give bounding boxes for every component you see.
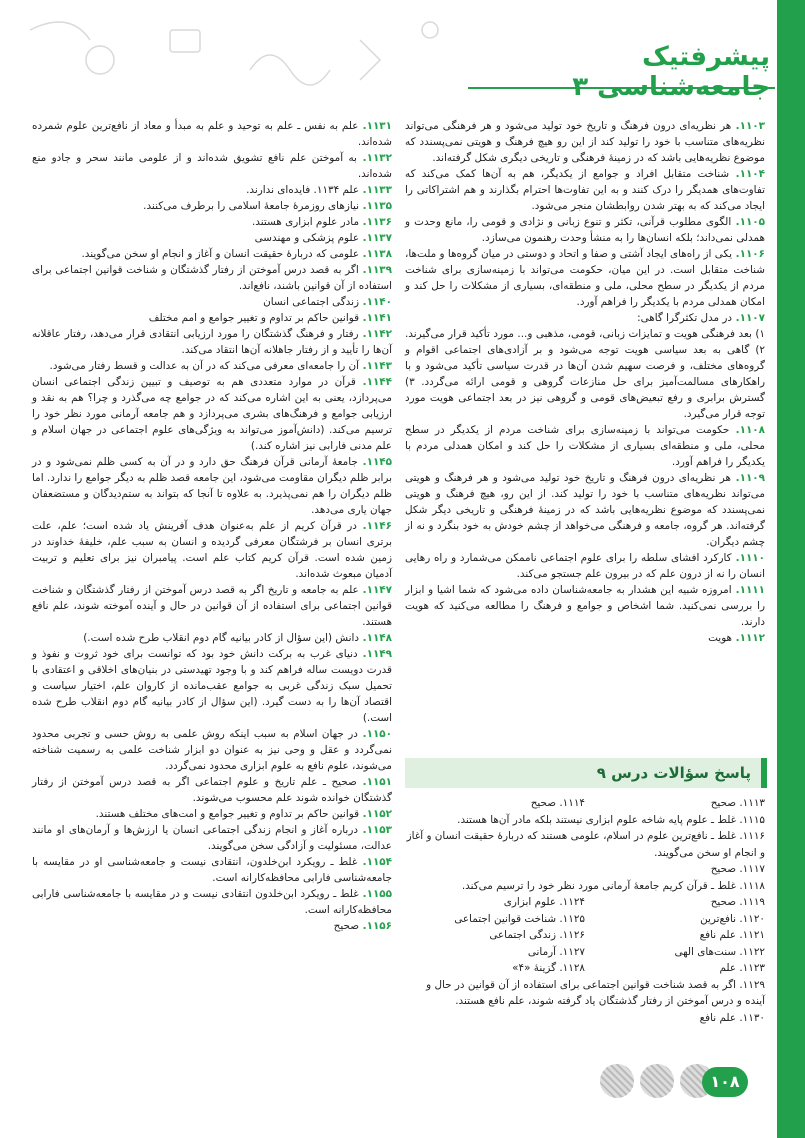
answer-text: قرآن در موارد متعددی هم به توصیف و تبیین زندگی اجتماعی انسان می‌پردازد، یعنی به این اشاره می‌کند که در جوامع چه می‌گذرد و چرا؟ هم به نقد و ارزیابی جوامع و فرهنگ‌های بشری می‌پردازد و هم جامعه آرمانی مورد نظر خود را ترسیم می‌کند. (دانش‌آموز می‌تواند به ویژگی‌های علوم اجتماعی در جهان اسلام و علم مدنی فارابی نیز اشاره کند.)	[32, 376, 392, 452]
answer-paragraph	[405, 214, 765, 246]
question-number: ۱۱۴۷.	[358, 584, 392, 596]
answer-paragraph	[32, 230, 392, 246]
question-number: ۱۱۱۲.	[732, 632, 765, 644]
question-number: ۱۱۴۳.	[359, 360, 392, 372]
answer-paragraph	[32, 358, 392, 374]
answer-text: در قرآن کریم از علم به‌عنوان هدف آفرینش یاد شده است؛ علم، علت برتری انسان بر فرشتگان معرفی گردیده و انسان به سبب علم، خلیفهٔ خداوند در زمین شده است. قرآن کریم کتاب علم است. پیامبران نیز برای تعلیم و تربیت آدمیان مبعوث شده‌اند.	[32, 520, 392, 580]
question-number: ۱۱۵۵.	[358, 888, 392, 900]
answer-paragraph	[32, 726, 392, 774]
answer-text: در جهان اسلام به سبب اینکه روش علمی به روش حسی و تجربی محدود نمی‌گردد و عقل و وحی نیز به عنوان دو ابزار شناخت علمی به رسمیت شناخته می‌شوند، علوم نافع به علوم ابزاری محدود نمی‌گردد.	[32, 728, 392, 772]
answer-paragraph	[32, 118, 392, 150]
answer-text: قوانین حاکم بر تداوم و تغییر جوامع و امت‌های مختلف هستند.	[95, 808, 360, 820]
answer-text: هویت	[708, 632, 733, 644]
decor-dot	[640, 1064, 674, 1098]
short-answer: ۱۱۲۴. علوم ابزاری	[503, 896, 585, 908]
answer-text: قوانین حاکم بر تداوم و تغییر جوامع و امم مختلف	[148, 312, 360, 324]
answer-text: علم به جامعه و تاریخ اگر به قصد درس آموختن از رفتار گذشتگان و شناخت قوانین اجتماعی برای استفاده از آن قوانین در حال و آینده آموخته شوند، علم نافع هستند.	[32, 584, 392, 628]
answer-paragraph	[405, 326, 765, 422]
question-number: ۱۱۳۱.	[358, 120, 392, 132]
answer-paragraph	[405, 470, 765, 550]
answer-paragraph	[405, 310, 765, 326]
question-number: ۱۱۰۶.	[732, 248, 765, 260]
short-answer: ۱۱۲۶. زندگی اجتماعی	[489, 929, 585, 941]
right-text-column	[405, 118, 765, 646]
short-answer: ۱۱۲۵. شناخت قوانین اجتماعی	[454, 912, 585, 925]
doodle-box	[170, 30, 200, 52]
question-number: ۱۱۰۵.	[731, 216, 765, 228]
answer-text: نیازهای روزمرهٔ جامعهٔ اسلامی را برطرف می‌کنند.	[143, 200, 360, 212]
question-number: ۱۱۵۳.	[357, 824, 392, 836]
question-number: ۱۱۴۸.	[359, 632, 392, 644]
answer-row	[405, 927, 765, 944]
answer-line: ۱۱۲۹. اگر به قصد شناخت قوانین اجتماعی برای استفاده از آن قوانین در حال و آینده و درس آموختن از رفتار گذشتگان یاد گرفته شوند، علم نافع هستند.	[426, 978, 765, 1007]
question-number: ۱۱۳۸.	[359, 248, 392, 260]
answer-paragraph	[405, 550, 765, 582]
answer-paragraph	[32, 246, 392, 262]
question-number: ۱۱۴۲.	[358, 328, 392, 340]
question-number: ۱۱۵۱.	[356, 776, 392, 788]
question-number: ۱۱۵۲.	[359, 808, 392, 820]
doodle-chevron	[360, 40, 380, 80]
answer-paragraph	[32, 886, 392, 918]
question-number: ۱۱۳۳.	[359, 184, 392, 196]
answer-text: صحیح	[333, 920, 360, 932]
answer-paragraph	[405, 246, 765, 310]
answer-paragraph	[32, 198, 392, 214]
answer-line: ۱۱۱۷. صحیح	[710, 863, 765, 875]
answers-block	[405, 795, 765, 1026]
question-number: ۱۱۴۶.	[356, 520, 392, 532]
answer-paragraph	[32, 918, 392, 934]
page-header-title: پیشرفتیک جامعه‌شناسی ۳	[572, 42, 770, 102]
doodle-dot	[422, 22, 438, 38]
question-number: ۱۱۰۷.	[732, 312, 765, 324]
question-number: ۱۱۰۳.	[731, 120, 765, 132]
doodle-arc	[30, 22, 90, 40]
answer-paragraph	[32, 150, 392, 182]
answer-paragraph	[32, 262, 392, 294]
side-color-bar	[777, 0, 805, 1138]
question-number: ۱۱۰۴.	[729, 168, 765, 180]
answer-line: ۱۱۳۰. علم نافع	[699, 1011, 765, 1024]
short-answer: ۱۱۲۸. گزینهٔ «۴»	[512, 962, 585, 974]
question-number: ۱۱۵۴.	[357, 856, 392, 868]
answer-row	[405, 944, 765, 961]
answer-paragraph	[32, 630, 392, 646]
answer-paragraph	[32, 518, 392, 582]
question-number: ۱۱۳۲.	[356, 152, 392, 164]
answer-paragraph	[32, 454, 392, 518]
answer-text: غلط ـ رویکرد ابن‌خلدون، انتقادی نیست و جامعه‌شناسی او در مقایسه با جامعه‌شناسی فارابی محافظه‌کارانه است.	[32, 856, 392, 884]
answer-text: یکی از راه‌های ایجاد آشتی و صفا و اتحاد و دوستی در میان گروه‌ها و ملت‌ها، شناخت متقابل است. در این میان، حکومت می‌تواند با زمینه‌سازی برای شناخت مردم از یکدیگر در سطح محلی، ملی و منطقه‌ای، بسیاری از مشکلات را حل کند و امکان همدلی مردم با یکدیگر را فراهم آورد.	[405, 248, 765, 308]
answer-text: حکومت می‌تواند با زمینه‌سازی برای شناخت مردم از یکدیگر در سطح محلی، ملی و منطقه‌ای بسیاری از مشکلات را حل کند و امکان همدلی مردم با یکدیگر را فراهم آورد.	[405, 424, 765, 468]
answer-text: مادر علوم ابزاری هستند.	[251, 216, 360, 228]
answer-line: ۱۱۱۵. غلط ـ علوم پایه شاخه علوم ابزاری نیستند بلکه مادر آن‌ها هستند.	[457, 813, 765, 826]
answer-line: ۱۱۱۸. غلط ـ قرآن کریم جامعهٔ آرمانی مورد نظر خود را ترسیم می‌کند.	[461, 879, 765, 892]
answer-row	[405, 894, 765, 911]
answer-paragraph	[32, 182, 392, 198]
answer-row	[405, 795, 765, 812]
answer-paragraph	[405, 582, 765, 630]
answer-paragraph	[32, 374, 392, 454]
doodle-circle	[86, 46, 114, 74]
answer-text: امروزه شبیه این هشدار به جامعه‌شناسان داده می‌شود که شما اشیا و ابزار را بررسی نمی‌کنید. شما اشخاص و جوامع و فرهنگ را مطالعه می‌کنید که هویت دارند.	[405, 584, 765, 628]
question-number: ۱۱۰۹.	[730, 472, 765, 484]
question-number: ۱۱۰۸.	[729, 424, 765, 436]
answer-text: به آموختن علم نافع تشویق شده‌اند و از علومی مانند سحر و جادو منع شده‌اند.	[32, 152, 392, 180]
answer-text: شناخت متقابل افراد و جوامع از یکدیگر، هم به آن‌ها کمک می‌کند که تفاوت‌های همدیگر را درک کنند و به این تفاوت‌ها احترام بگذارند و هم اشتراکاتی را ایجاد می‌کند که به بهتر شدن روابطشان منجر می‌شود.	[405, 168, 765, 212]
left-text-column	[32, 118, 392, 934]
answer-text: غلط ـ رویکرد ابن‌خلدون انتقادی نیست و در مقایسه با جامعه‌شناسی فارابی محافظه‌کارانه است.	[32, 888, 392, 916]
answer-paragraph	[405, 118, 765, 166]
answer-text: زندگی اجتماعی انسان	[263, 296, 360, 308]
answer-paragraph	[32, 822, 392, 854]
answer-text: جامعهٔ آرمانی قرآن فرهنگ حق دارد و در آن به کسی ظلم نمی‌شود و در برابر ظلم دیگران مقاومت می‌شود، این جامعه قصد ظلم به دیگر جوامع را ندارد. اما ظلم دیگران را هم نمی‌پذیرد. به علاوه تا آنجا که بتواند به ستم‌دیدگان و مستضعفان جهان یاری می‌دهد.	[32, 456, 392, 516]
short-answer: ۱۱۱۹. صحیح	[710, 896, 765, 908]
question-number: ۱۱۴۹.	[357, 648, 392, 660]
answer-paragraph	[405, 422, 765, 470]
decor-dot	[600, 1064, 634, 1098]
question-number: ۱۱۴۴.	[355, 376, 392, 388]
answer-text: دنیای غرب به برکت دانش خود بود که توانست برای خود ثروت و نفوذ و قدرت دویست ساله فراهم کند و با وجود تهیدستی در بنیان‌های اخلاقی و اعتقادی با تحمیل سبک زندگی غربی به جوامع عقب‌مانده از کاروان علم، اختیار سیاست و اقتصاد آن‌ها را به دست گیرد. (این سؤال از کادر بیانیه گام دوم انقلاب طرح شده است.)	[32, 648, 392, 724]
doodle-wave	[250, 55, 330, 85]
question-number: ۱۱۵۰.	[357, 728, 392, 740]
answer-paragraph	[32, 294, 392, 310]
page-number: ۱۰۸	[702, 1067, 748, 1097]
answer-text: علم به نفس ـ علم به توحید و علم به مبدأ و معاد از نافع‌ترین علوم شمرده شده‌اند.	[32, 120, 392, 148]
answer-text: در مدل تکثرگرا گاهی:	[637, 312, 733, 324]
question-number: ۱۱۳۶.	[359, 216, 392, 228]
answer-line: ۱۱۱۶. غلط ـ نافع‌ترین علوم در اسلام، علومی هستند که دربارهٔ حقیقت انسان و آغاز و انجام او سخن می‌گویند.	[406, 830, 765, 859]
question-number: ۱۱۳۷.	[359, 232, 392, 244]
answer-text: علوم پزشکی و مهندسی	[254, 232, 360, 244]
answer-text: رفتار و فرهنگ گذشتگان را مورد ارزیابی انتقادی قرار می‌دهد، رفتار عاقلانه آن‌ها را تأیید و از رفتار جاهلانه آن‌ها انتقاد می‌کند.	[32, 328, 392, 356]
question-number: ۱۱۴۰.	[359, 296, 392, 308]
answer-text: صحیح ـ علم تاریخ و علوم اجتماعی اگر به قصد درس آموختن از رفتار گذشتگان خوانده شوند علم محسوب می‌شوند.	[32, 776, 392, 804]
answer-text: ۱) بعد فرهنگی هویت و تمایزات زبانی، قومی، مذهبی و... مورد تأکید قرار می‌گیرند. ۲) گاهی به بعد سیاسی هویت توجه می‌شود و بر آزادی‌های اجتماعی اقوام و گروه‌های مختلف، و فرصت سهیم شدن آن‌ها در قدرت سیاسی تأکید می‌شود و با راهکارهای مسالمت‌آمیز برای حل منازعات گروهی و قومی ارائه می‌گردد. ۳) گسترش برابری و رفع تبعیض‌های قومی و گروهی نیز در بعد اجتماعی هویت مورد توجه قرار می‌گیرد.	[405, 328, 765, 420]
short-answer: ۱۱۲۱. علم نافع	[699, 929, 765, 941]
answer-text: الگوی مطلوب قرآنی، تکثر و تنوع زبانی و نژادی و قومی را، مانع وحدت و همدلی نمی‌داند؛ بلکه انسان‌ها را به منشأ وحدت رهنمون می‌سازد.	[405, 216, 765, 244]
question-number: ۱۱۴۵.	[357, 456, 392, 468]
question-number: ۱۱۳۵.	[359, 200, 392, 212]
answer-text: اگر به قصد درس آموختن از رفتار گذشتگان و شناخت قوانین اجتماعی برای استفاده از آن قوانین باشند، نافع‌اند.	[32, 264, 392, 292]
answer-paragraph	[32, 326, 392, 358]
answer-paragraph	[32, 806, 392, 822]
answer-row	[405, 911, 765, 928]
answer-paragraph	[32, 646, 392, 726]
short-answer: ۱۱۲۲. سنت‌های الهی	[674, 945, 765, 958]
answer-text: هر نظریه‌ای درون فرهنگ و تاریخ خود تولید می‌شود و هر فرهنگ و هویتی می‌تواند نظریه‌های متناسب با خود را تولید کند. از این رو، هیچ فرهنگ و هویتی نمی‌پسندد که موضوع نظریه‌هایی باشد که در زمینهٔ فرهنگی و تاریخی دیگر شکل گرفته‌اند. هر گروه، جامعه و فرهنگی می‌خواهد از چشم خودش به خود بنگرد و نه از چشم دیگران.	[405, 472, 765, 548]
answer-text: درباره آغاز و انجام زندگی اجتماعی انسان یا ارزش‌ها و آرمان‌های او مانند عدالت، مسئولیت و آزادگی سخن می‌گویند.	[32, 824, 392, 852]
answer-paragraph	[32, 310, 392, 326]
answer-text: آن را جامعه‌ای معرفی می‌کند که در آن به عدالت و قسط رفتار می‌شود.	[49, 360, 360, 372]
answer-text: علومی که دربارهٔ حقیقت انسان و آغاز و انجام او سخن می‌گویند.	[81, 248, 360, 260]
question-number: ۱۱۱۰.	[731, 552, 765, 564]
answer-paragraph	[32, 774, 392, 806]
short-answer: ۱۱۲۳. علم	[719, 962, 765, 974]
answer-text: کارکرد افشای سلطه را برای علوم اجتماعی ناممکن می‌شمارد و راه رهایی انسان را نه از درون علم که در بیرون علم جستجو می‌کند.	[405, 552, 765, 580]
short-answer: ۱۱۱۳. صحیح	[710, 797, 765, 809]
answer-paragraph	[405, 166, 765, 214]
short-answer: ۱۱۲۰. نافع‌ترین	[700, 912, 765, 925]
short-answer: ۱۱۱۴. صحیح	[530, 797, 585, 809]
question-number: ۱۱۱۱.	[731, 584, 765, 596]
question-number: ۱۱۴۱.	[359, 312, 392, 324]
answer-paragraph	[405, 630, 765, 646]
answer-paragraph	[32, 214, 392, 230]
answer-text: علم ۱۱۳۴. فایده‌ای ندارند.	[246, 184, 360, 196]
answer-paragraph	[32, 854, 392, 886]
answer-row	[405, 960, 765, 977]
question-number: ۱۱۵۶.	[359, 920, 392, 932]
answer-text: هر نظریه‌ای درون فرهنگ و تاریخ خود تولید می‌شود و هر فرهنگی می‌تواند نظریه‌های متناسب با خود را تولید کند از این رو هیچ فرهنگ و هویتی نمی‌پسندد که موضوع نظریه‌هایی باشد که در زمینهٔ فرهنگی و تاریخی دیگری شکل گرفته‌اند.	[405, 120, 765, 164]
question-number: ۱۱۳۹.	[358, 264, 392, 276]
short-answer: ۱۱۲۷. آرمانی	[527, 945, 585, 958]
answer-paragraph	[32, 582, 392, 630]
answer-text: دانش (این سؤال از کادر بیانیه گام دوم انقلاب طرح شده است.)	[83, 632, 360, 644]
section-heading: پاسخ سؤالات درس ۹	[405, 758, 767, 788]
